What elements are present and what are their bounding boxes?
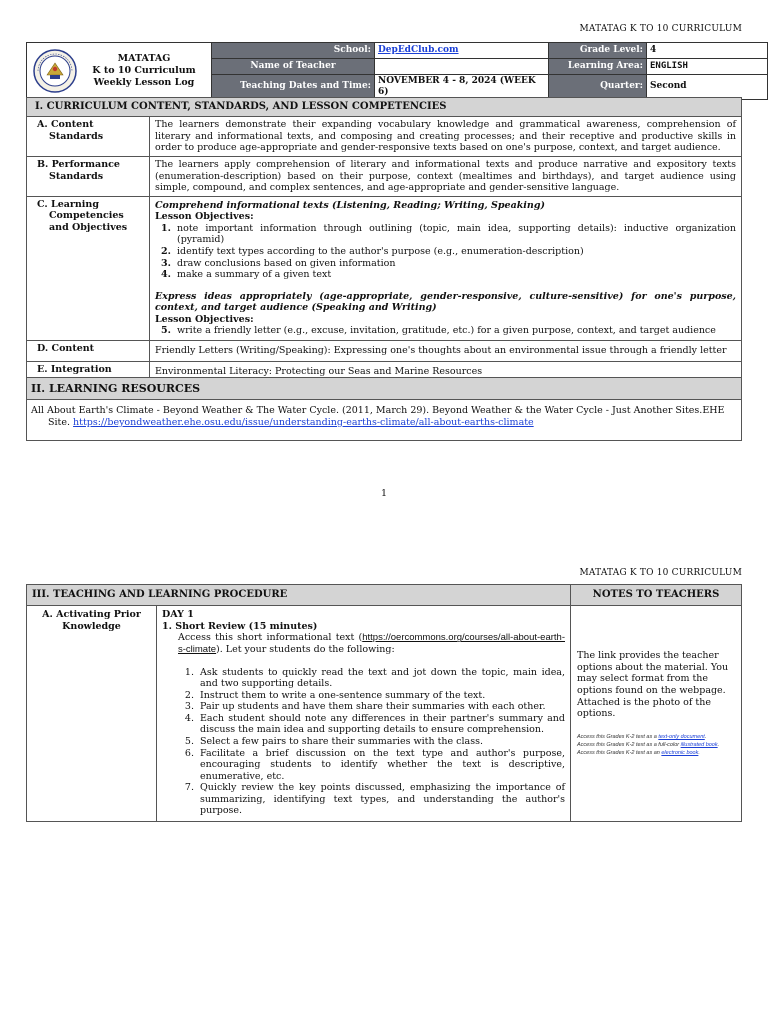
grade-level-value: 4 xyxy=(647,43,768,59)
logo-title-cell xyxy=(27,43,212,100)
performance-standards-row xyxy=(27,157,741,197)
school-title: MATATAG K to 10 Curriculum Weekly Lesson Log xyxy=(92,53,196,88)
competency-heading-1: Comprehend informational texts (Listening, Reading; Writing, Speaking) xyxy=(155,199,545,211)
format-option-link[interactable]: electronic book xyxy=(661,749,699,756)
procedure-step-text: Select a few pairs to share their summaries with the class. xyxy=(200,735,483,747)
lesson-log-header-table xyxy=(26,42,768,100)
grade-level-label: Grade Level: xyxy=(549,43,647,59)
section-title-resources: II. LEARNING RESOURCES xyxy=(27,378,741,400)
procedure-step-text: Pair up students and have them share their summaries with each other. xyxy=(200,701,546,713)
short-review-heading: 1. Short Review (15 minutes) xyxy=(162,620,318,632)
competencies-row xyxy=(27,197,741,341)
deped-seal-icon xyxy=(33,49,77,93)
procedure-step-text: Instruct them to write a one-sentence summary of the text. xyxy=(200,689,486,701)
format-option-line: Access this Grades K-2 text as a text-only document. xyxy=(577,733,707,740)
objective-item-text: identify text types according to the author's purpose (e.g., enumeration-description) xyxy=(177,245,584,257)
section-title: I. CURRICULUM CONTENT, STANDARDS, AND LESSON COMPETENCIES xyxy=(27,98,741,117)
objectives-list-1 xyxy=(155,223,736,281)
activating-prior-knowledge-row xyxy=(27,606,741,821)
procedure-step-number: 7. xyxy=(184,782,194,794)
procedure-step-number: 3. xyxy=(184,701,194,713)
objective-item-number: 3. xyxy=(161,257,171,269)
integration-text: Environmental Literacy: Protecting our Seas and Marine Resources xyxy=(155,365,483,377)
objective-item-text: draw conclusions based on given information xyxy=(177,257,396,269)
dates-label: Teaching Dates and Time: xyxy=(212,75,375,100)
notes-to-teachers-cell xyxy=(571,606,741,821)
procedure-step-text: Each student should note any differences in their partner's summary and discuss the main idea and supporting details to ensure comprehension. xyxy=(200,712,565,736)
learning-area-label: Learning Area: xyxy=(549,59,647,75)
school-link[interactable]: DepEdClub.com xyxy=(378,45,459,56)
school-value xyxy=(375,43,549,59)
quarter-value: Second xyxy=(647,75,768,100)
format-option-line: Access this Grades K-2 text as a full-color illustrated book. xyxy=(577,741,720,748)
curriculum-header-page2: MATATAG K TO 10 CURRICULUM xyxy=(579,568,742,578)
procedure-step-number: 4. xyxy=(184,712,194,724)
performance-standards-label: B. Performance Standards xyxy=(27,157,150,196)
section-curriculum-content xyxy=(26,97,742,380)
objective-item-number: 2. xyxy=(161,245,171,257)
activating-prior-knowledge-label: A. Activating Prior Knowledge xyxy=(27,606,157,821)
integration-label: E. Integration xyxy=(27,362,150,380)
teaching-procedure-table xyxy=(26,584,742,822)
resource-link[interactable]: https://beyondweather.ehe.osu.edu/issue/understanding-earths-climate/all-about-earths-climate xyxy=(73,416,534,428)
dates-value: NOVEMBER 4 - 8, 2024 (WEEK 6) xyxy=(375,75,549,100)
objective-item xyxy=(161,223,736,246)
teacher-label: Name of Teacher xyxy=(212,59,375,75)
objective-item-number: 1. xyxy=(161,222,171,234)
resource-citation: All About Earth's Climate - Beyond Weather & The Water Cycle. (2011, March 29). Beyond Weather & the Water Cycle - Just Another Sites.EHE Site. https://beyondweather.ehe.osu.edu/issue/understanding-earths-climate/all-about-earths-climate xyxy=(31,405,725,428)
procedure-step xyxy=(178,690,565,702)
oercommons-link[interactable]: https://oercommons.org/courses/all-about-earth-s-climate xyxy=(178,632,565,655)
school-label: School: xyxy=(212,43,375,59)
section-learning-resources xyxy=(26,377,742,441)
quarter-label: Quarter: xyxy=(549,75,647,100)
objective-item xyxy=(161,258,736,270)
objective-item-number: 5. xyxy=(161,325,171,337)
procedure-step xyxy=(178,736,565,748)
page-number: 1 xyxy=(380,488,388,499)
format-option-link[interactable]: illustrated book xyxy=(680,741,718,748)
performance-standards-text: The learners apply comprehension of literary and informational texts and produce narrative and expository texts (enumeration-description) based on their purpose, context (mealtimes and birthdays), and target audience using simple, compound, and complex sentences, and age-appropriate and gender-sensitive language. xyxy=(155,158,736,194)
curriculum-header: MATATAG K TO 10 CURRICULUM xyxy=(579,24,742,34)
procedure-step-text: Facilitate a brief discussion on the text type and author's purpose, encouraging students to identify whether the text is descriptive, enumerative, etc. xyxy=(200,747,565,782)
note-text: The link provides the teacher options about the material. You may select format from the options found on the webpage. Attached is the photo of the options. xyxy=(577,650,729,720)
section3-title: III. TEACHING AND LEARNING PROCEDURE xyxy=(27,585,571,605)
objective-item-text: write a friendly letter (e.g., excuse, invitation, gratitude, etc.) for a given purpose, context, and target audience xyxy=(177,325,716,337)
objective-item-number: 4. xyxy=(161,269,171,281)
access-instructions: Access this short informational text (https://oercommons.org/courses/all-about-earth-s-climate). Let your students do the following: xyxy=(178,632,565,655)
procedure-step-text: Ask students to quickly read the text and jot down the topic, main idea, and two supporting details. xyxy=(200,666,565,690)
content-text: Friendly Letters (Writing/Speaking): Expressing one's thoughts about an environmental issue through a friendly letter xyxy=(155,345,727,357)
objective-item xyxy=(161,246,736,258)
competency-heading-2: Express ideas appropriately (age-appropriate, gender-responsive, culture-sensitive) for one's purpose, context, and target audience (Speaking and Writing) xyxy=(155,290,736,314)
objective-item xyxy=(161,269,736,281)
competencies-body xyxy=(150,197,741,340)
format-options-image xyxy=(577,734,735,758)
competencies-label: C. Learning Competencies and Objectives xyxy=(27,197,150,340)
procedure-steps xyxy=(162,667,565,818)
procedure-step-number: 1. xyxy=(184,666,194,678)
content-standards-text: The learners demonstrate their expanding vocabulary knowledge and grammatical awareness, comprehension of literary and informational texts, and composing and creating processes; and their receptive and productive skills in order to produce age-appropriate and gender-responsive texts based on one's purpose, context, and target audience. xyxy=(155,119,736,154)
teacher-value xyxy=(375,59,549,75)
resources-body xyxy=(27,400,741,440)
procedure-body xyxy=(157,606,571,821)
procedure-step xyxy=(178,782,565,817)
procedure-step-number: 5. xyxy=(184,735,194,747)
procedure-step xyxy=(178,701,565,713)
content-standards-row xyxy=(27,117,741,157)
procedure-step xyxy=(178,713,565,736)
objective-item-text: note important information through outlining (topic, main idea, supporting details): inductive organization (pyramid) xyxy=(177,222,736,246)
procedure-step-number: 2. xyxy=(184,689,194,701)
objectives-label-2: Lesson Objectives: xyxy=(155,313,254,325)
objective-item xyxy=(161,325,736,337)
content-label: D. Content xyxy=(27,341,150,361)
objectives-label-1: Lesson Objectives: xyxy=(155,211,254,223)
procedure-step xyxy=(178,748,565,783)
content-standards-label: A. Content Standards xyxy=(27,117,150,156)
teaching-procedure-header xyxy=(27,585,741,606)
notes-title: NOTES TO TEACHERS xyxy=(592,589,720,600)
format-option-link[interactable]: text-only document xyxy=(658,733,705,740)
procedure-step-text: Quickly review the key points discussed, emphasizing the importance of summarizing, identifying text types, and understanding the author's purpose. xyxy=(200,782,565,817)
objective-item-text: make a summary of a given text xyxy=(177,269,332,281)
procedure-step xyxy=(178,667,565,690)
objectives-list-2 xyxy=(155,325,736,337)
format-option-line: Access this Grades K-2 text as an electronic book. xyxy=(577,749,700,756)
learning-area-value: ENGLISH xyxy=(647,59,768,75)
day-label: DAY 1 xyxy=(162,609,194,621)
content-row xyxy=(27,341,741,362)
procedure-step-number: 6. xyxy=(184,747,194,759)
